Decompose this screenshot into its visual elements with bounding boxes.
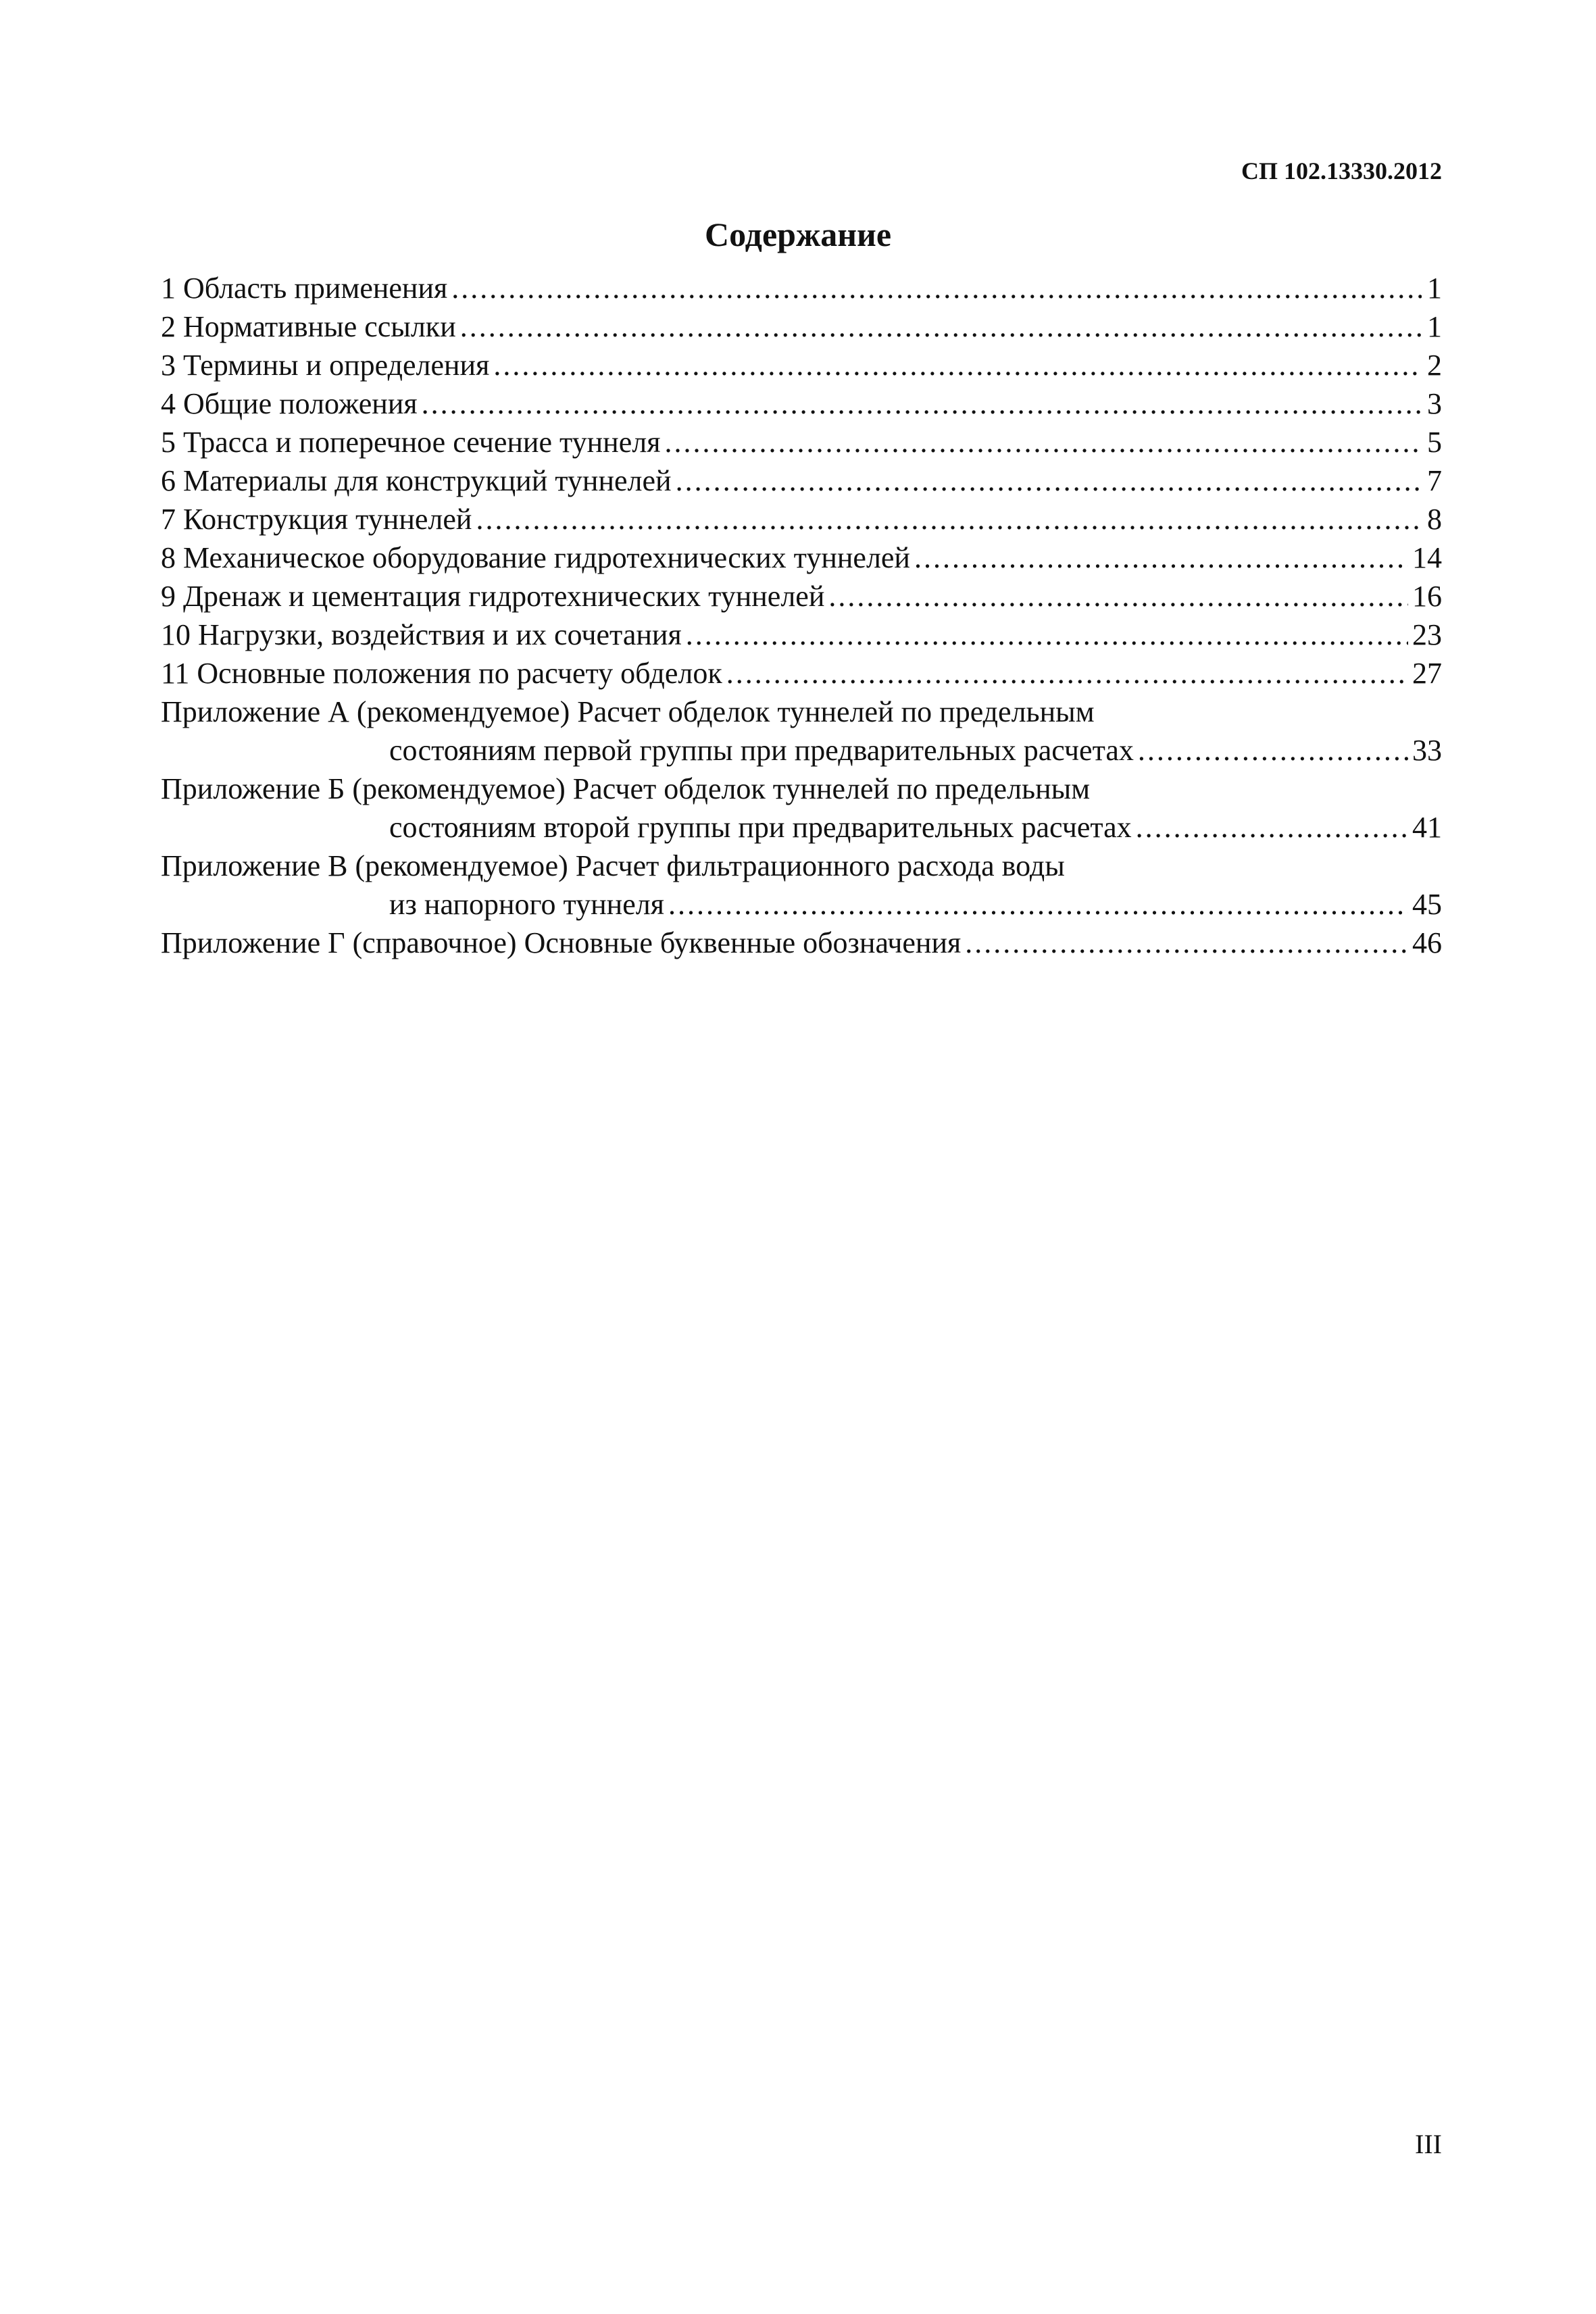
toc-entry-label: 8 Механическое оборудование гидротехнических туннелей bbox=[161, 541, 910, 574]
dot-leader bbox=[686, 615, 1408, 654]
toc-entry-label: Приложение В (рекомендуемое) Расчет фильтрационного расхода воды bbox=[161, 849, 1065, 882]
dot-leader bbox=[664, 423, 1422, 461]
dot-leader bbox=[1136, 808, 1408, 847]
toc-entry-page: 16 bbox=[1412, 580, 1442, 613]
page-title: Содержание bbox=[704, 216, 892, 253]
toc-entry-page: 45 bbox=[1412, 888, 1442, 921]
toc-entry-page: 33 bbox=[1412, 734, 1442, 767]
toc-entry[interactable] bbox=[161, 423, 1442, 461]
toc-appendix-v-line2[interactable] bbox=[161, 885, 1442, 924]
dot-leader bbox=[668, 885, 1408, 924]
toc-entry[interactable] bbox=[161, 538, 1442, 577]
toc-entry-page: 14 bbox=[1412, 541, 1442, 574]
toc-appendix-b-line1[interactable] bbox=[161, 770, 1442, 808]
dot-leader bbox=[493, 346, 1422, 384]
dot-leader bbox=[914, 538, 1408, 577]
dot-leader bbox=[422, 384, 1422, 423]
toc-entry-page: 8 bbox=[1427, 503, 1442, 536]
dot-leader bbox=[451, 269, 1422, 307]
toc-entry-label: 4 Общие положения bbox=[161, 387, 418, 420]
dot-leader bbox=[460, 307, 1422, 346]
toc-entry-page: 41 bbox=[1412, 811, 1442, 844]
toc-entry-label: из напорного туннеля bbox=[389, 888, 664, 921]
toc-entry[interactable] bbox=[161, 346, 1442, 384]
dot-leader bbox=[965, 924, 1408, 962]
toc-entry-label: 9 Дренаж и цементация гидротехнических туннелей bbox=[161, 580, 825, 613]
toc-entry-label: Приложение Г (справочное) Основные буквенные обозначения bbox=[161, 926, 962, 959]
toc-entry-page: 1 bbox=[1427, 310, 1442, 343]
toc-entry-label: 6 Материалы для конструкций туннелей bbox=[161, 464, 672, 497]
toc-entry-page: 46 bbox=[1412, 926, 1442, 959]
toc-entry-page: 1 bbox=[1427, 272, 1442, 305]
toc-entry[interactable] bbox=[161, 654, 1442, 693]
toc-entry-label: 7 Конструкция туннелей bbox=[161, 503, 472, 536]
dot-leader bbox=[676, 461, 1422, 500]
document-code: СП 102.13330.2012 bbox=[1241, 157, 1442, 184]
toc-entry-label: 1 Область применения bbox=[161, 272, 448, 305]
toc-entry-page: 27 bbox=[1412, 657, 1442, 690]
dot-leader bbox=[828, 577, 1408, 615]
toc-appendix-g[interactable] bbox=[161, 924, 1442, 962]
toc-entry-page: 3 bbox=[1427, 387, 1442, 420]
toc-entry[interactable] bbox=[161, 500, 1442, 538]
toc-entry[interactable] bbox=[161, 384, 1442, 423]
toc-entry[interactable] bbox=[161, 615, 1442, 654]
toc-entry[interactable] bbox=[161, 461, 1442, 500]
toc-entry-label: Приложение Б (рекомендуемое) Расчет обделок туннелей по предельным bbox=[161, 772, 1091, 805]
toc-entry-label: состояниям второй группы при предварительных расчетах bbox=[389, 811, 1132, 844]
dot-leader bbox=[1138, 731, 1408, 770]
toc-entry[interactable] bbox=[161, 307, 1442, 346]
toc-appendix-a-line2[interactable] bbox=[161, 731, 1442, 770]
dot-leader bbox=[726, 654, 1408, 693]
toc-entry-label: 11 Основные положения по расчету обделок bbox=[161, 657, 722, 690]
toc-entry-page: 5 bbox=[1427, 426, 1442, 459]
toc-entry-label: 2 Нормативные ссылки bbox=[161, 310, 456, 343]
toc-entry[interactable] bbox=[161, 577, 1442, 615]
toc-appendix-a-line1[interactable] bbox=[161, 693, 1442, 731]
table-of-contents bbox=[161, 269, 1442, 962]
toc-entry-page: 23 bbox=[1412, 618, 1442, 651]
toc-entry[interactable] bbox=[161, 269, 1442, 307]
toc-entry-page: 2 bbox=[1427, 349, 1442, 382]
dot-leader bbox=[476, 500, 1422, 538]
toc-entry-label: состояниям первой группы при предварительных расчетах bbox=[389, 734, 1134, 767]
page-number: III bbox=[1415, 2129, 1442, 2159]
toc-entry-page: 7 bbox=[1427, 464, 1442, 497]
toc-appendix-b-line2[interactable] bbox=[161, 808, 1442, 847]
toc-entry-label: Приложение А (рекомендуемое) Расчет обделок туннелей по предельным bbox=[161, 695, 1095, 728]
toc-entry-label: 10 Нагрузки, воздействия и их сочетания bbox=[161, 618, 682, 651]
toc-appendix-v-line1[interactable] bbox=[161, 847, 1442, 885]
toc-entry-label: 5 Трасса и поперечное сечение туннеля bbox=[161, 426, 661, 459]
toc-entry-label: 3 Термины и определения bbox=[161, 349, 490, 382]
